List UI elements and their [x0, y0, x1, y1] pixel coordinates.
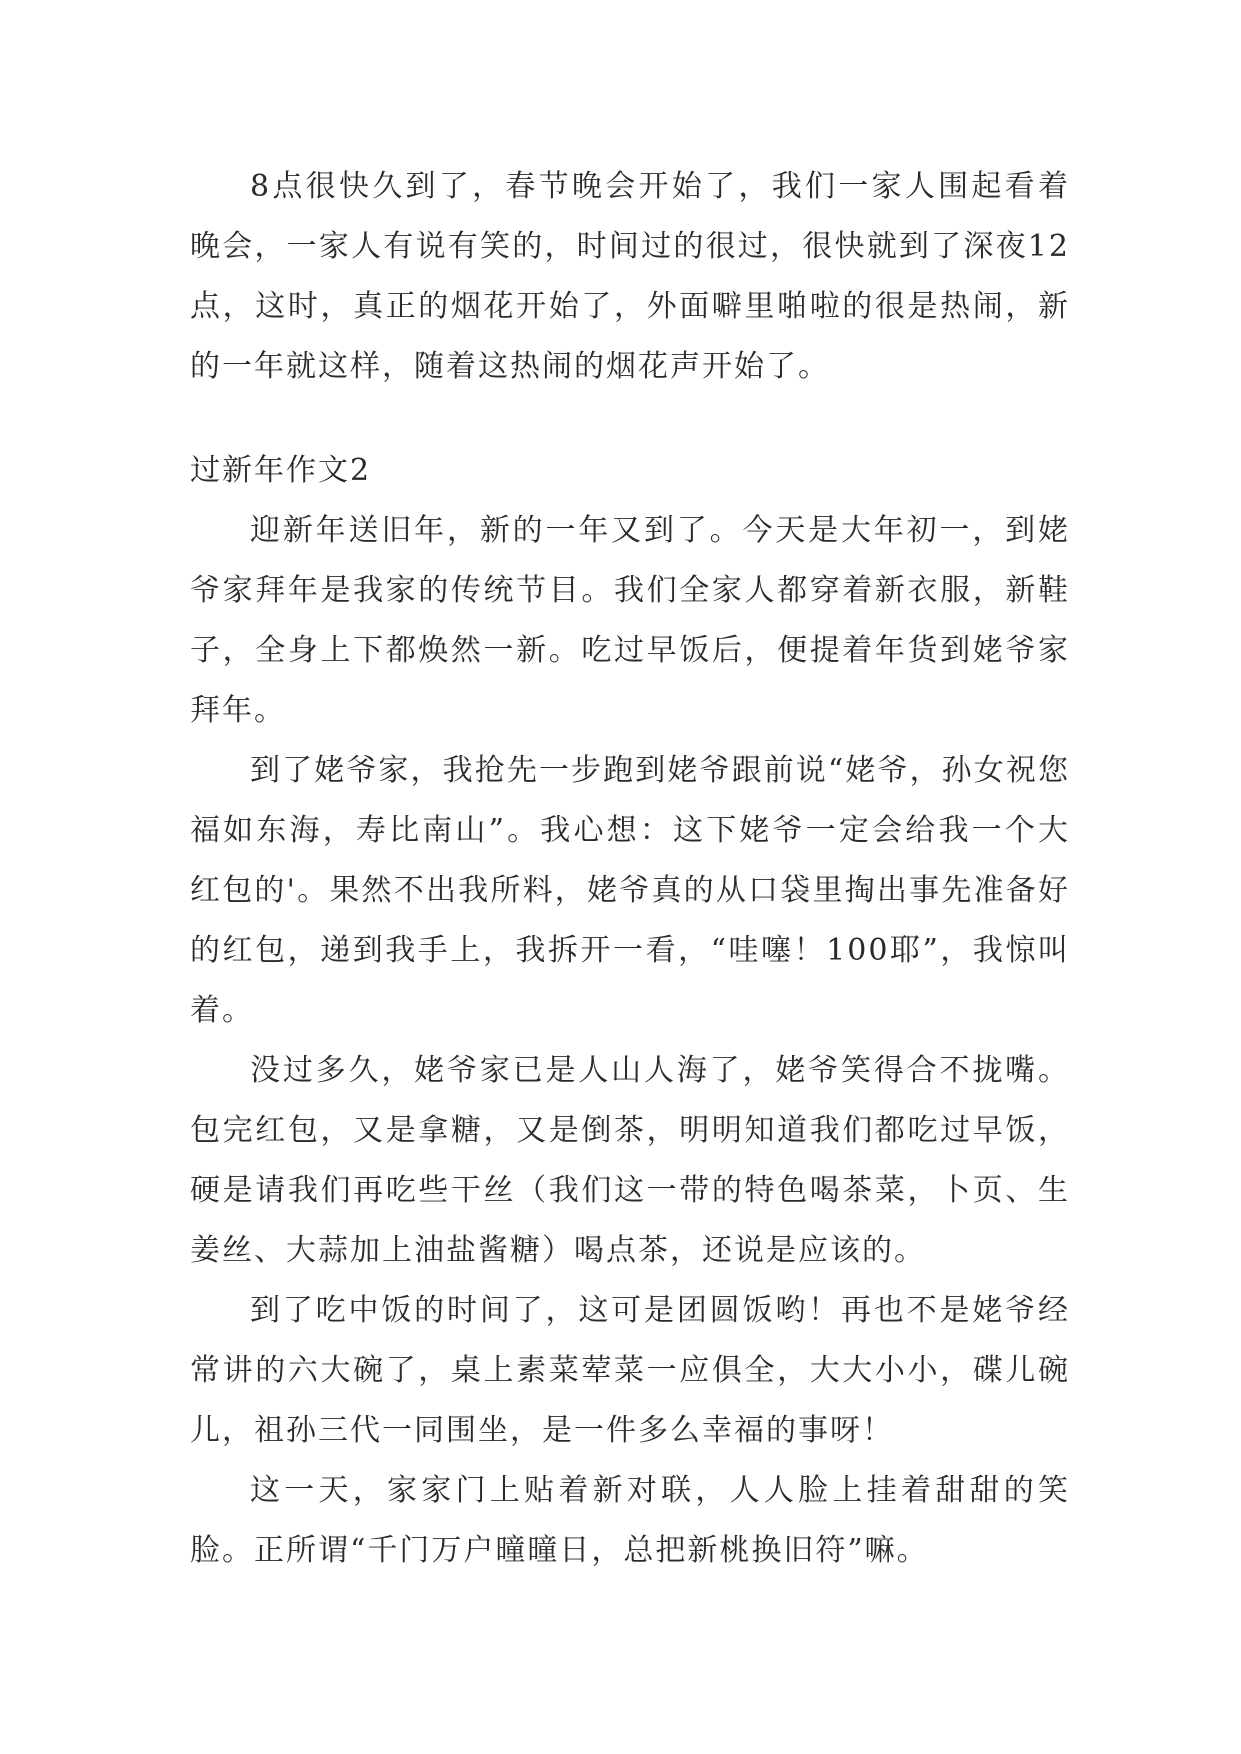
- intro-paragraph: 8点很快久到了，春节晚会开始了，我们一家人围起看着晚会，一家人有说有笑的，时间过的很过，很快就到了深夜12点，这时，真正的烟花开始了，外面噼里啪啦的很是热闹，新的一年就这样，随着这热闹的烟花声开始了。: [190, 169, 1070, 384]
- document-body: [190, 157, 1070, 1581]
- section-title: 过新年作文2: [190, 453, 372, 488]
- paragraph-1: 迎新年送旧年，新的一年又到了。今天是大年初一，到姥爷家拜年是我家的传统节目。我们全家人都穿着新衣服，新鞋子，全身上下都焕然一新。吃过早饭后，便提着年货到姥爷家拜年。: [190, 513, 1070, 728]
- paragraph-5: 这一天，家家门上贴着新对联，人人脸上挂着甜甜的笑脸。正所谓“千门万户曈曈日，总把新桃换旧符”嘛。: [190, 1473, 1070, 1568]
- paragraph-3: 没过多久，姥爷家已是人山人海了，姥爷笑得合不拢嘴。包完红包，又是拿糖，又是倒茶，明明知道我们都吃过早饭，硬是请我们再吃些干丝（我们这一带的特色喝茶菜，卜页、生姜丝、大蒜加上油盐酱糖）喝点茶，还说是应该的。: [190, 1053, 1070, 1268]
- paragraph-2: 到了姥爷家，我抢先一步跑到姥爷跟前说“姥爷，孙女祝您福如东海，寿比南山”。我心想：这下姥爷一定会给我一个大红包的'。果然不出我所料，姥爷真的从口袋里掏出事先准备好的红包，递到我手上，我拆开一看，“哇噻！100耶”，我惊叫着。: [190, 753, 1070, 1028]
- paragraph-4: 到了吃中饭的时间了，这可是团圆饭哟！再也不是姥爷经常讲的六大碗了，桌上素菜荤菜一应俱全，大大小小，碟儿碗儿，祖孙三代一同围坐，是一件多么幸福的事呀！: [190, 1293, 1070, 1448]
